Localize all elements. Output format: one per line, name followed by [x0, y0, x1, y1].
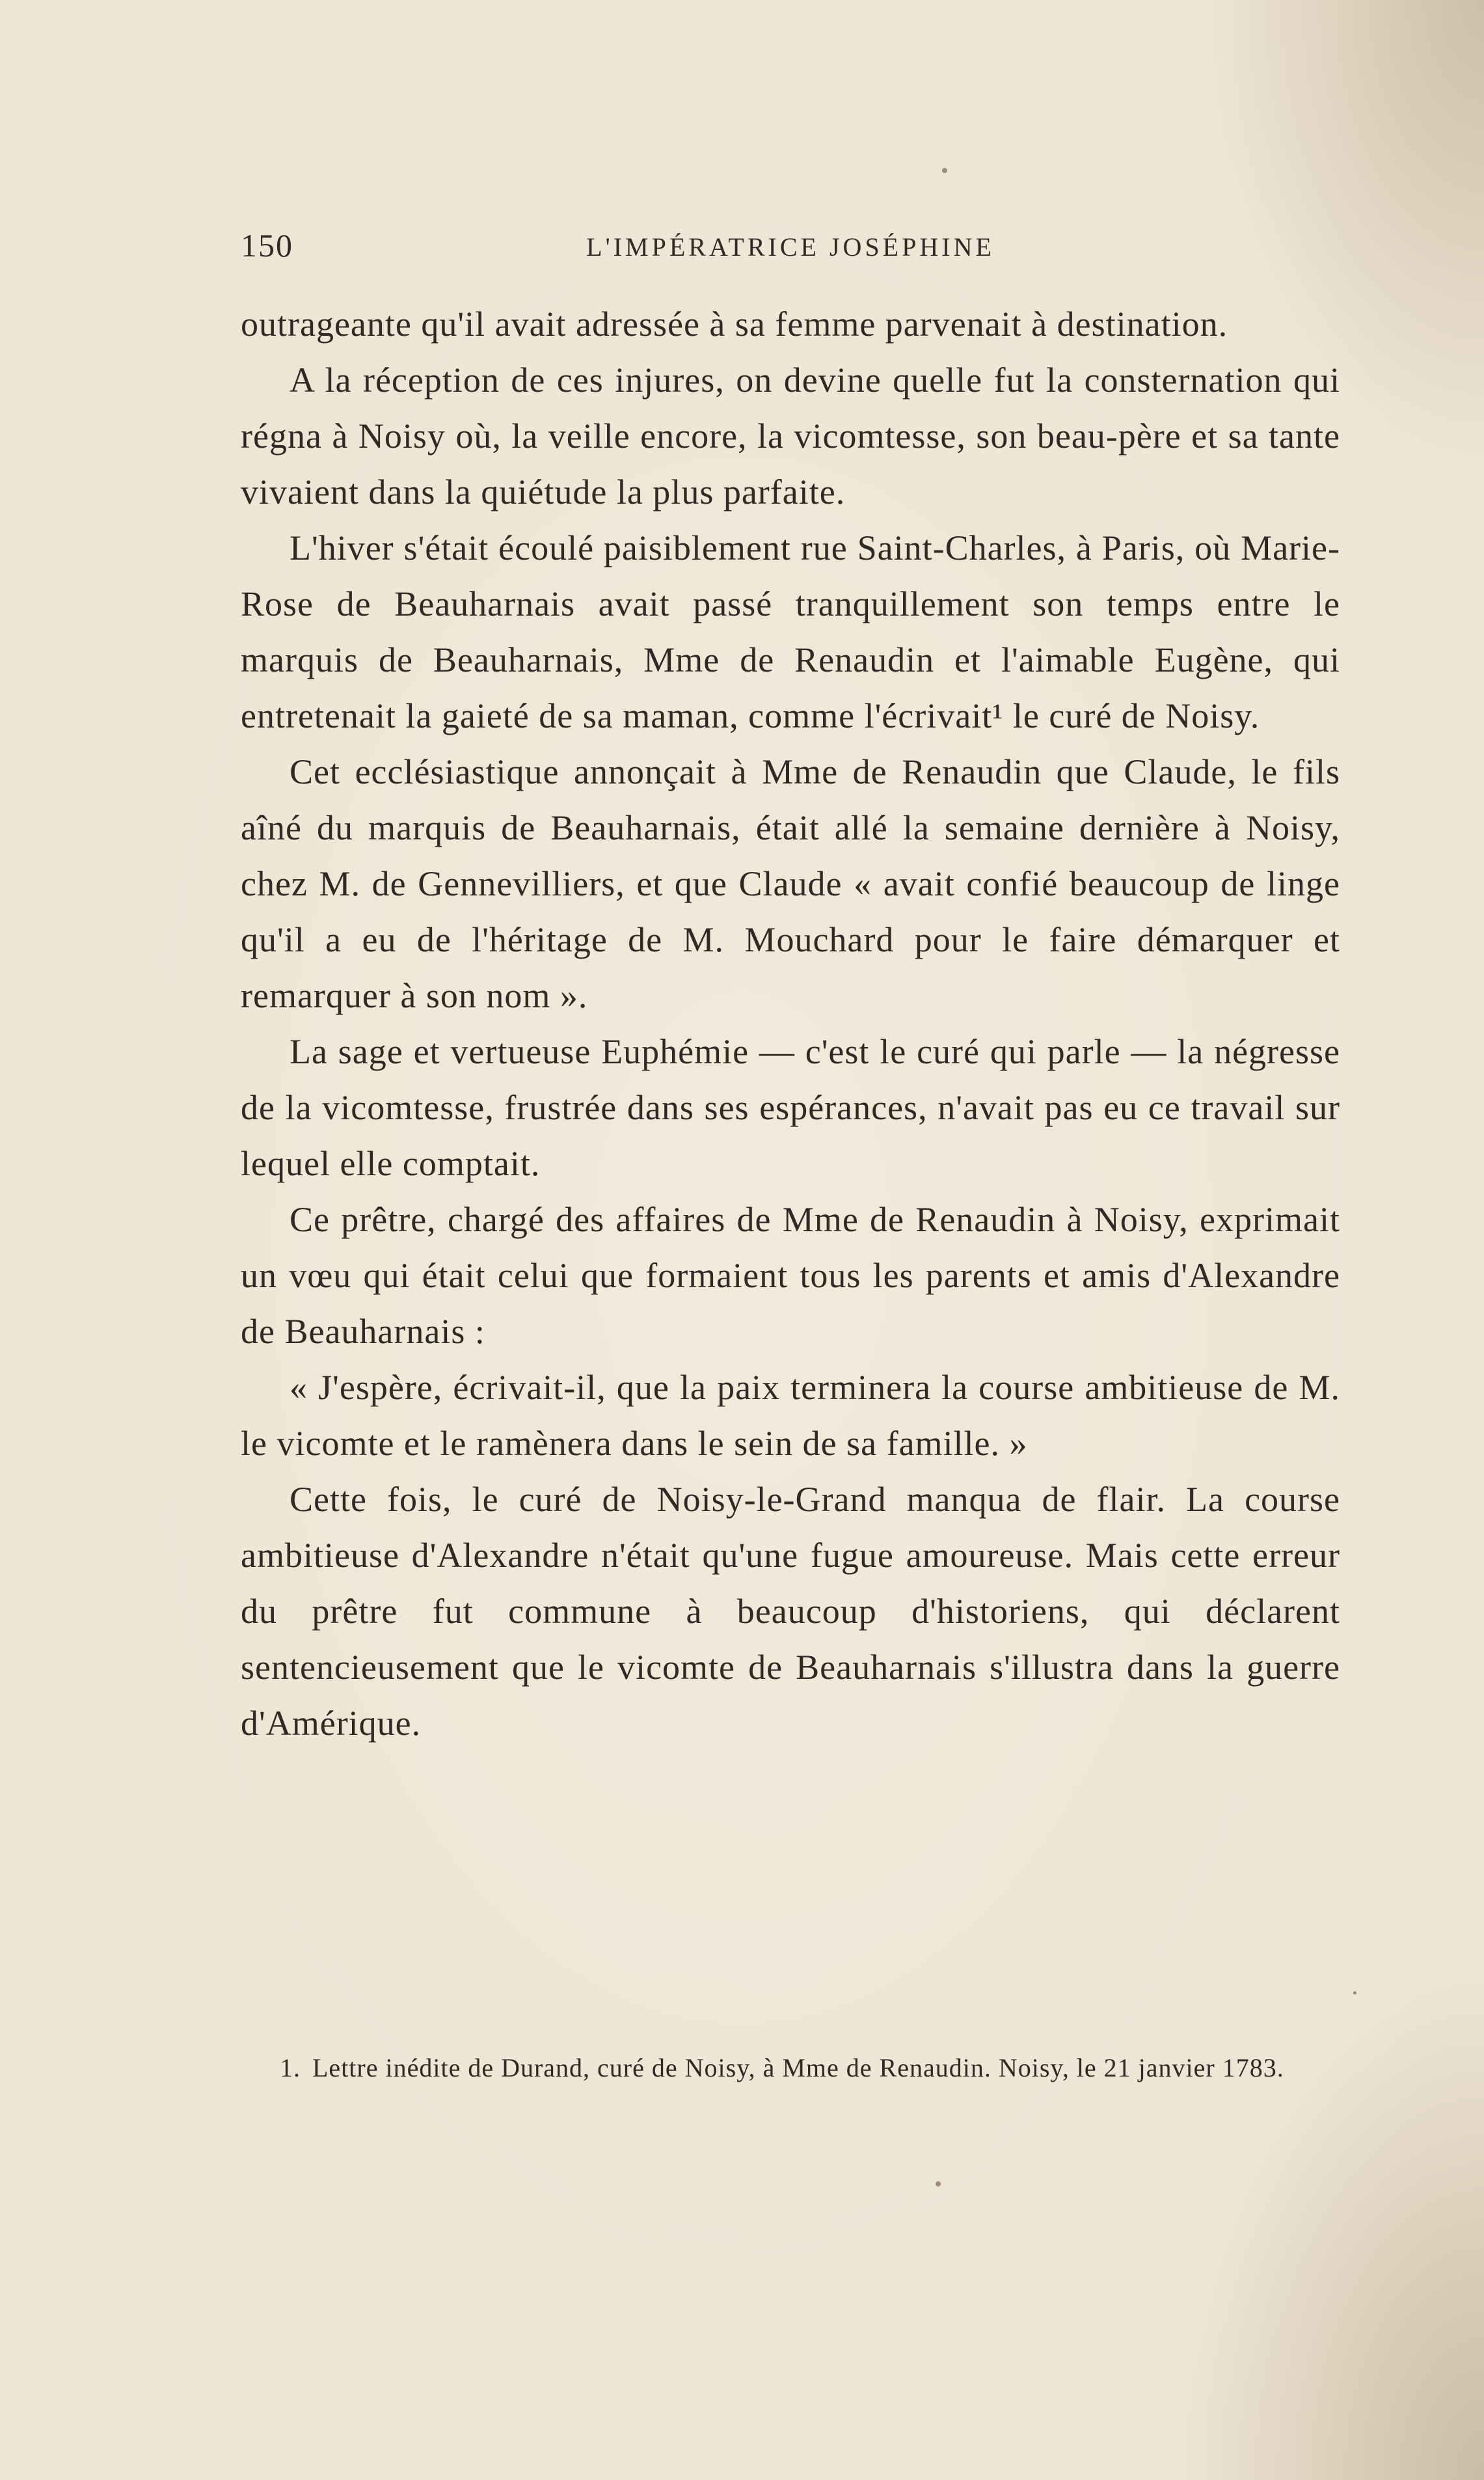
running-header: [241, 226, 1340, 272]
paper-speck: [1353, 1991, 1356, 1995]
paragraph: Cet ecclésiastique annonçait à Mme de Renaudin que Claude, le fils aîné du marquis de Beauharnais, était allé la semaine dernière à Noisy, chez M. de Gennevilliers, et que Claude « avait confié beaucoup de linge qu'il a eu de l'héritage de M. Mouchard pour le faire démarquer et remarquer à son nom ».: [241, 752, 1340, 1015]
paragraph: A la réception de ces injures, on devine quelle fut la consternation qui régna à Noisy où, la veille encore, la vicomtesse, son beau-père et sa tante vivaient dans la quiétude la plus parfaite.: [241, 361, 1340, 511]
paragraph: Ce prêtre, chargé des affaires de Mme de Renaudin à Noisy, exprimait un vœu qui était celui que formaient tous les parents et amis d'Alexandre de Beauharnais :: [241, 1200, 1340, 1351]
paper-speck: [936, 2181, 941, 2187]
footnote-text: Lettre inédite de Durand, curé de Noisy, à Mme de Renaudin. Noisy, le 21 janvier 1783.: [312, 2053, 1284, 2082]
body-text: [241, 296, 1340, 1751]
paragraph-continued: outrageante qu'il avait adressée à sa femme parvenait à destination.: [241, 305, 1228, 344]
footnote-number: 1.: [280, 2053, 301, 2082]
paragraph: Cette fois, le curé de Noisy-le-Grand manqua de flair. La course ambitieuse d'Alexandre n'était qu'une fugue amoureuse. Mais cette erreur du prêtre fut commune à beaucoup d'historiens, qui déclarent sentencieusement que le vicomte de Beauharnais s'illustra dans la guerre d'Amérique.: [241, 1480, 1340, 1743]
paper-speck: [942, 168, 947, 173]
paragraph: L'hiver s'était écoulé paisiblement rue Saint-Charles, à Paris, où Marie-Rose de Beauharnais avait passé tranquillement son temps entre le marquis de Beauharnais, Mme de Renaudin et l'aimable Eugène, qui entretenait la gaieté de sa maman, comme l'écrivait¹ le curé de Noisy.: [241, 528, 1340, 735]
page-number: 150: [241, 227, 293, 264]
running-title: L'IMPÉRATRICE JOSÉPHINE: [586, 232, 995, 262]
paragraph: La sage et vertueuse Euphémie — c'est le curé qui parle — la négresse de la vicomtesse, frustrée dans ses espérances, n'avait pas eu ce travail sur lequel elle comptait.: [241, 1032, 1340, 1183]
paragraph-quote: « J'espère, écrivait-il, que la paix terminera la course ambitieuse de M. le vicomte et le ramènera dans le sein de sa famille. »: [241, 1368, 1340, 1463]
footnote: [241, 2049, 1340, 2088]
